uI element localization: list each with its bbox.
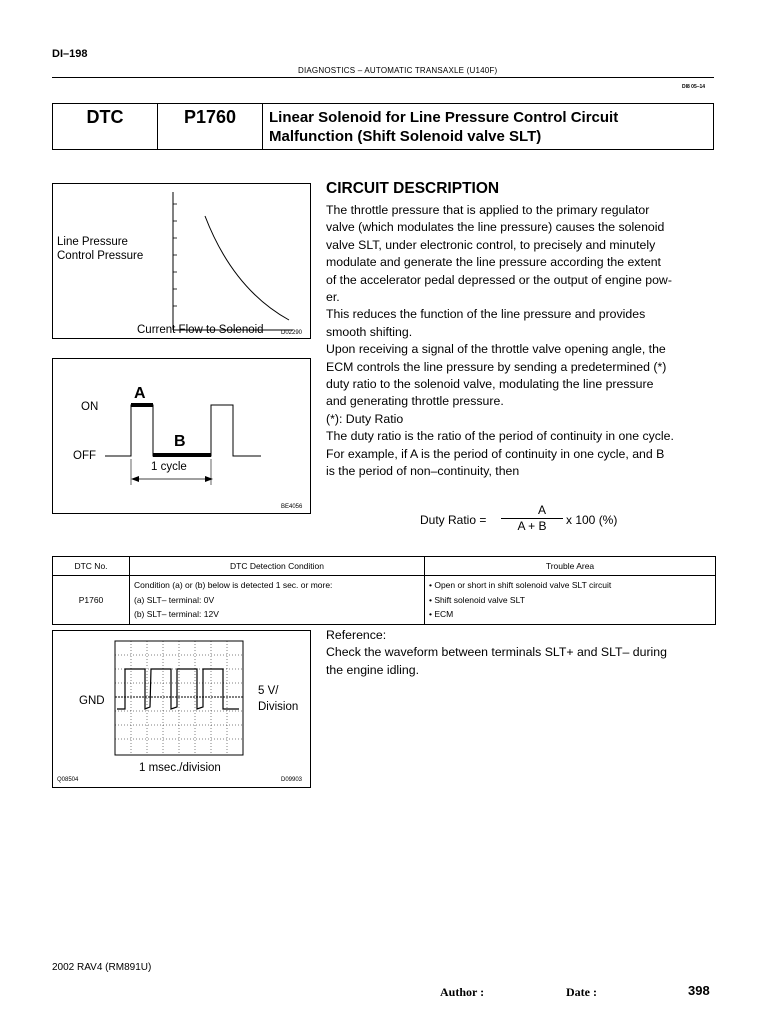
formula-denominator: A + B — [517, 519, 547, 533]
fig2-code: BE4056 — [281, 504, 303, 510]
circuit-line: er. — [326, 290, 340, 305]
dtc-code: P1760 — [158, 104, 263, 149]
reference-text — [326, 627, 716, 679]
table-header-detection-condition: DTC Detection Condition — [130, 557, 425, 576]
dtc-title-box — [52, 103, 714, 150]
fig1-ylabel-line-1: Line Pressure — [57, 236, 128, 248]
table-header-dtc-no: DTC No. — [53, 557, 130, 576]
circuit-description-title: CIRCUIT DESCRIPTION — [326, 180, 500, 197]
table-cell-trouble-area — [425, 576, 716, 625]
scope-waveform — [117, 669, 239, 709]
pressure-curve — [205, 216, 289, 320]
condition-line: (a) SLT– terminal: 0V — [134, 594, 215, 605]
circuit-line: and generating throttle pressure. — [326, 394, 504, 409]
circuit-line: is the period of non–continuity, then — [326, 464, 520, 479]
fig3-tdiv-label: 1 msec./division — [139, 762, 221, 774]
duty-cycle-figure — [52, 358, 311, 514]
formula-label: Duty Ratio = — [420, 513, 487, 527]
header-divider — [52, 77, 714, 78]
table-cell-dtc-no: P1760 — [53, 576, 130, 625]
footer-date-label: Date : — [566, 985, 597, 999]
circuit-description-text — [326, 202, 716, 481]
trouble-area-line: • Shift solenoid valve SLT — [429, 594, 525, 605]
page-id: DI–198 — [52, 48, 88, 60]
circuit-line: This reduces the function of the line pressure and provides — [326, 307, 646, 322]
circuit-line: The duty ratio is the ratio of the period of continuity in one cycle. — [326, 429, 674, 444]
fig2-a-label: A — [134, 385, 146, 402]
reference-line: Check the waveform between terminals SLT+ and SLT– during — [326, 645, 667, 660]
dtc-label: DTC — [53, 104, 158, 149]
circuit-line: smooth shifting. — [326, 324, 413, 339]
table-header-trouble-area: Trouble Area — [425, 557, 716, 576]
footer-author-label: Author : — [440, 985, 485, 999]
dtc-table — [52, 556, 716, 625]
header-ref-code: DI8 05–14 — [682, 84, 706, 90]
line-pressure-figure — [52, 183, 311, 339]
fig3-code-left: Q08504 — [57, 777, 79, 783]
circuit-line: duty ratio to the solenoid valve, modulating the line pressure — [326, 377, 654, 392]
circuit-line: of the accelerator pedal depressed or the output of engine pow- — [326, 272, 672, 287]
condition-line: Condition (a) or (b) below is detected 1 sec. or more: — [134, 580, 333, 590]
formula-multiplier: x 100 (%) — [566, 513, 618, 527]
page-number: 398 — [688, 983, 710, 998]
fig2-off-label: OFF — [73, 450, 96, 462]
fig1-ylabel-line-2: Control Pressure — [57, 250, 144, 262]
circuit-line: Upon receiving a signal of the throttle valve opening angle, the — [326, 342, 666, 357]
condition-line: (b) SLT– terminal: 12V — [134, 609, 219, 619]
circuit-line: For example, if A is the period of continuity in one cycle, and B — [326, 446, 665, 461]
circuit-line: The throttle pressure that is applied to the primary regulator — [326, 203, 650, 217]
fig2-b-label: B — [174, 433, 186, 450]
reference-line: Reference: — [326, 628, 387, 642]
header-section-title: DIAGNOSTICS – AUTOMATIC TRANSAXLE (U140F) — [298, 66, 498, 75]
duty-ratio-formula — [420, 500, 640, 536]
dtc-title — [269, 108, 709, 146]
fig2-cycle-label: 1 cycle — [151, 461, 187, 473]
fig1-code: D02290 — [281, 330, 303, 336]
footer-model: 2002 RAV4 (RM891U) — [52, 962, 152, 973]
reference-line: the engine idling. — [326, 662, 419, 677]
circuit-line: modulate and generate the line pressure according the extent — [326, 255, 661, 270]
fig3-vdiv-line-1: 5 V/ — [258, 685, 279, 697]
circuit-line: (*): Duty Ratio — [326, 411, 404, 426]
fig1-xlabel: Current Flow to Solenoid — [137, 324, 264, 336]
oscilloscope-figure — [52, 630, 311, 788]
trouble-area-line: • ECM — [429, 609, 454, 619]
fig3-code-right: D09903 — [281, 777, 303, 783]
formula-numerator: A — [537, 503, 546, 517]
table-row — [53, 576, 716, 625]
fig3-vdiv-line-2: Division — [258, 701, 299, 713]
circuit-line: valve SLT, under electronic control, to precisely and minutely — [326, 237, 656, 252]
trouble-area-line: • Open or short in shift solenoid valve SLT circuit — [429, 580, 612, 590]
table-cell-condition — [130, 576, 425, 625]
circuit-line: valve (which modulates the line pressure) causes the solenoid — [326, 220, 665, 235]
fig3-gnd-label: GND — [79, 695, 105, 707]
dtc-title-line-1: Linear Solenoid for Line Pressure Control Circuit — [269, 109, 619, 126]
fig2-on-label: ON — [81, 401, 99, 413]
dtc-title-line-2: Malfunction (Shift Solenoid valve SLT) — [269, 128, 542, 145]
circuit-line: ECM controls the line pressure by sending a predetermined (*) — [326, 359, 667, 374]
